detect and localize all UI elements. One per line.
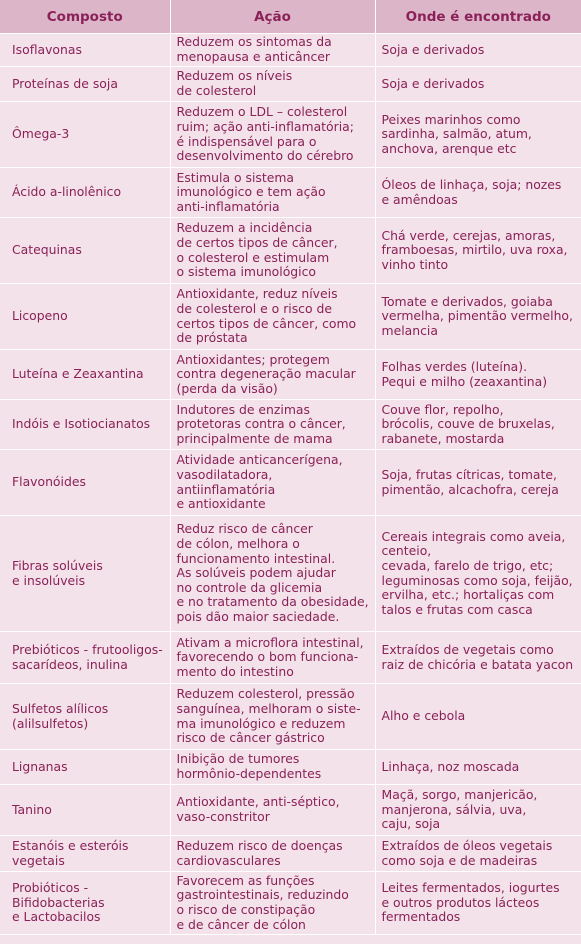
table-row (0, 168, 581, 218)
cell-composto: Proteínas de soja (0, 67, 170, 102)
cell-composto: Probióticos - Bifidobacterias e Lactobacilos (0, 872, 170, 935)
table-row (0, 350, 581, 400)
table-row (0, 684, 581, 750)
cell-acao: Estimula o sistema imunológico e tem ação anti-inflamatória (170, 168, 375, 218)
cell-acao: Antioxidantes; protegem contra degeneração macular (perda da visão) (170, 350, 375, 400)
table-row (0, 34, 581, 67)
cell-acao: Indutores de enzimas protetoras contra o câncer, principalmente de mama (170, 400, 375, 450)
cell-composto: Catequinas (0, 218, 170, 284)
cell-acao: Reduz risco de câncer de cólon, melhora o funcionamento intestinal. As solúveis podem ajudar no controle da glicemia e no tratamento da obesidade, pois dão maior saciedade. (170, 516, 375, 632)
cell-onde: Chá verde, cerejas, amoras, framboesas, mirtilo, uva roxa, vinho tinto (375, 218, 581, 284)
cell-onde: Extraídos de vegetais como raiz de chicória e batata yacon (375, 632, 581, 684)
header-acao: Ação (170, 0, 375, 34)
cell-onde: Soja e derivados (375, 34, 581, 67)
cell-onde: Linhaça, noz moscada (375, 750, 581, 785)
cell-composto: Prebióticos - frutooligos- sacarídeos, inulina (0, 632, 170, 684)
cell-composto: Tanino (0, 785, 170, 836)
cell-composto: Isoflavonas (0, 34, 170, 67)
cell-acao: Reduzem o LDL – colesterol ruim; ação anti-inflamatória; é indispensável para o desenvolvimento do cérebro (170, 102, 375, 168)
table-row (0, 218, 581, 284)
cell-onde: Soja, frutas cítricas, tomate, pimentão, alcachofra, cereja (375, 450, 581, 516)
table-row (0, 102, 581, 168)
cell-onde: Couve flor, repolho, brócolis, couve de bruxelas, rabanete, mostarda (375, 400, 581, 450)
cell-composto: Ácido a-linolênico (0, 168, 170, 218)
table-row (0, 400, 581, 450)
cell-onde: Cereais integrais como aveia, centeio, cevada, farelo de trigo, etc; leguminosas como soja, feijão, ervilha, etc.; hortaliças com talos e frutas com casca (375, 516, 581, 632)
cell-composto: Estanóis e esteróis vegetais (0, 836, 170, 872)
cell-composto: Licopeno (0, 284, 170, 350)
cell-acao: Antioxidante, anti-séptico, vaso-constritor (170, 785, 375, 836)
header-composto: Composto (0, 0, 170, 34)
cell-composto: Fibras solúveis e insolúveis (0, 516, 170, 632)
cell-acao: Inibição de tumores hormônio-dependentes (170, 750, 375, 785)
cell-onde: Soja e derivados (375, 67, 581, 102)
table-row (0, 632, 581, 684)
cell-acao: Reduzem risco de doenças cardiovasculares (170, 836, 375, 872)
header-row (0, 0, 581, 34)
cell-acao: Antioxidante, reduz níveis de colesterol e o risco de certos tipos de câncer, como de próstata (170, 284, 375, 350)
table-row (0, 836, 581, 872)
cell-composto: Luteína e Zeaxantina (0, 350, 170, 400)
cell-acao: Reduzem os sintomas da menopausa e anticâncer (170, 34, 375, 67)
cell-onde: Alho e cebola (375, 684, 581, 750)
cell-onde: Leites fermentados, iogurtes e outros produtos lácteos fermentados (375, 872, 581, 935)
cell-composto: Sulfetos alílicos (alilsulfetos) (0, 684, 170, 750)
cell-onde: Tomate e derivados, goiaba vermelha, pimentão vermelho, melancia (375, 284, 581, 350)
table-row (0, 785, 581, 836)
cell-onde: Folhas verdes (luteína). Pequi e milho (zeaxantina) (375, 350, 581, 400)
table-row (0, 872, 581, 935)
cell-acao: Favorecem as funções gastrointestinais, reduzindo o risco de constipação e de câncer de cólon (170, 872, 375, 935)
cell-onde: Peixes marinhos como sardinha, salmão, atum, anchova, arenque etc (375, 102, 581, 168)
cell-acao: Reduzem colesterol, pressão sanguínea, melhoram o siste- ma imunológico e reduzem risco de câncer gástrico (170, 684, 375, 750)
table-row (0, 516, 581, 632)
cell-onde: Extraídos de óleos vegetais como soja e de madeiras (375, 836, 581, 872)
table-row (0, 450, 581, 516)
cell-onde: Óleos de linhaça, soja; nozes e amêndoas (375, 168, 581, 218)
cell-acao: Atividade anticancerígena, vasodilatadora, antiinflamatória e antioxidante (170, 450, 375, 516)
cell-composto: Flavonóides (0, 450, 170, 516)
table-row (0, 750, 581, 785)
table-row (0, 284, 581, 350)
cell-acao: Reduzem os níveis de colesterol (170, 67, 375, 102)
cell-composto: Ômega-3 (0, 102, 170, 168)
cell-onde: Maçã, sorgo, manjericão, manjerona, sálvia, uva, caju, soja (375, 785, 581, 836)
cell-composto: Indóis e Isotiocianatos (0, 400, 170, 450)
header-onde: Onde é encontrado (375, 0, 581, 34)
cell-acao: Ativam a microflora intestinal, favorecendo o bom funciona- mento do intestino (170, 632, 375, 684)
cell-composto: Lignanas (0, 750, 170, 785)
table-row (0, 67, 581, 102)
cell-acao: Reduzem a incidência de certos tipos de câncer, o colesterol e estimulam o sistema imunológico (170, 218, 375, 284)
